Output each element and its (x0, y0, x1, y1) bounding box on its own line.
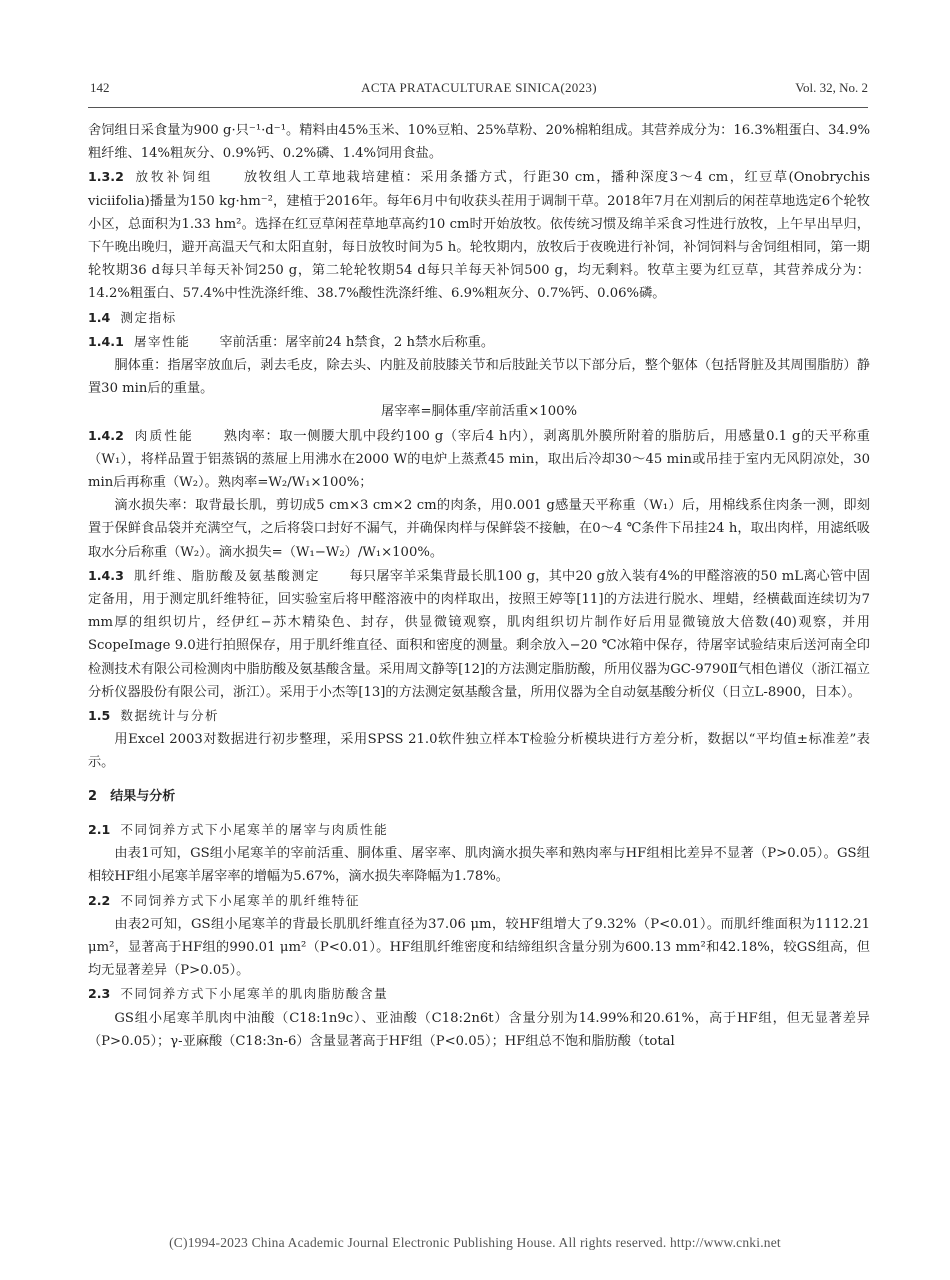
section-title: 测定指标 (120, 309, 177, 325)
section-title: 放牧补饲组 (133, 169, 214, 185)
section-title: 数据统计与分析 (120, 708, 220, 724)
section-1-4 (88, 306, 870, 330)
section-number: 1.4.2 (88, 427, 124, 443)
section-title: 不同饲养方式下小尾寒羊的肌肉脂肪酸含量 (120, 986, 389, 1002)
section-2-1 (88, 818, 870, 842)
section-title: 屠宰性能 (133, 333, 191, 349)
header-rule (88, 107, 868, 108)
section-number: 1.4 (88, 309, 111, 325)
section-1-4-1 (88, 330, 870, 354)
section-title: 肌纤维、脂肪酸及氨基酸测定 (133, 567, 321, 583)
paragraph-statistics: 用Excel 2003对数据进行初步整理，采用SPSS 21.0软件独立样本T检验分析模块进行方差分析，数据以“平均值±标准差”表示。 (88, 732, 870, 771)
section-title: 不同饲养方式下小尾寒羊的屠宰与肉质性能 (120, 821, 389, 837)
paragraph-results-2-2: 由表2可知，GS组小尾寒羊的背最长肌肌纤维直径为37.06 μm，较HF组增大了9.32%（P<0.01）。而肌纤维面积为1112.21 μm²，显著高于HF组的990.01 μm²（P<0.01）。HF组肌纤维密度和结缔组织含量分别为600.13 mm²和42.18%，较GS组高，但均无显著差异（P>0.05）。 (88, 916, 870, 979)
section-2-2 (88, 889, 870, 913)
section-1-5 (88, 704, 870, 728)
copyright-footer: (C)1994-2023 China Academic Journal Electronic Publishing House. All rights reserved. http://www.cnki.net (169, 1235, 781, 1250)
section-number: 1.3.2 (88, 169, 124, 185)
volume-issue: Vol. 32, No. 2 (795, 80, 868, 95)
section-2-3 (88, 982, 870, 1006)
section-body: 放牧组人工草地栽培建植：采用条播方式，行距30 cm，播种深度3～4 cm，红豆草(Onobrychis viciifolia)播量为150 kg·hm⁻²，建植于2016年。每年6月中旬收获头茬用于调制干草。2018年7月在刈割后的闲茬草地选定6个轮牧小区，总面积为1.33 hm²。选择在红豆草闲茬草地草高约10 cm时开始放牧。依传统习惯及绵羊采食习性进行放牧，上午早出早归，下午晚出晚归，避开高温天气和太阳直射，每日放牧时间为5 h。轮牧期内，放牧后于夜晚进行补饲，补饲饲料与舍饲组相同，第一期轮牧期36 d每只羊每天补饲250 g，第二轮轮牧期54 d每只羊每天补饲500 g，均无剩料。牧草主要为红豆草，其营养成分为：14.2%粗蛋白、57.4%中性洗涤纤维、38.7%酸性洗涤纤维、6.9%粗灰分、0.7%钙、0.06%磷。 (88, 170, 870, 302)
section-number: 2.2 (88, 892, 111, 908)
section-title: 结果与分析 (110, 788, 176, 804)
section-number: 2.3 (88, 986, 111, 1002)
section-1-3-2 (88, 165, 870, 305)
section-body: 熟肉率：取一侧腰大肌中段约100 g（宰后4 h内），剥离肌外膜所附着的脂肪后，用感量0.1 g的天平称重（W₁），将样品置于铝蒸锅的蒸屉上用沸水在2000 W的电炉上蒸煮45 min，取出后冷却30～45 min或吊挂于室内无风阴凉处，30 min后再称重（W₂）。熟肉率=W₂/W₁×100%； (88, 428, 870, 491)
section-body: 宰前活重：屠宰前24 h禁食，2 h禁水后称重。 (219, 334, 495, 350)
section-body: 每只屠宰羊采集背最长肌100 g，其中20 g放入装有4%的甲醛溶液的50 mL离心管中固定备用，用于测定肌纤维特征，回实验室后将甲醛溶液中的肉样取出，按照王婷等[11]的方法进行脱水、埋蜡，经横截面连续切为7 mm厚的组织切片，经伊红−苏木精染色、封存，供显微镜观察，肌肉组织切片制作好后用显微镜放大倍数(40)观察，并用ScopeImage 9.0进行拍照保存，用于肌纤维直径、面积和密度的测量。剩余放入−20 ℃冰箱中保存，待屠宰试验结束后送河南全印检测技术有限公司检测肉中脂肪酸及氨基酸含量。采用周文静等[12]的方法测定脂肪酸，所用仪器为GC-9790Ⅱ气相色谱仪（浙江福立分析仪器股份有限公司，浙江）。采用于小杰等[13]的方法测定氨基酸含量，所用仪器为全自动氨基酸分析仪（日立L-8900，日本）。 (88, 568, 871, 700)
spacer (88, 808, 870, 818)
section-1-4-3 (88, 564, 870, 704)
section-number: 1.5 (88, 708, 111, 724)
running-header (90, 80, 868, 102)
paragraph-drip-loss: 滴水损失率：取背最长肌，剪切成5 cm×3 cm×2 cm的肉条，用0.001 g感量天平称重（W₁）后，用棉线系住肉条一测，即刻置于保鲜食品袋并充满空气，之后将袋口封好不漏气，并确保肉样与保鲜袋不接触，在0～4 ℃条件下吊挂24 h，取出肉样，用滤纸吸取水分后称重（W₂）。滴水损失=（W₁−W₂）/W₁×100%。 (88, 498, 870, 560)
paragraph-results-2-3: GS组小尾寒羊肌肉中油酸（C18:1n9c）、亚油酸（C18:2n6t）含量分别为14.99%和20.61%，高于HF组，但无显著差异（P>0.05）；γ-亚麻酸（C18:3n-6）含量显著高于HF组（P<0.05）；HF组总不饱和脂肪酸（total (88, 1010, 870, 1049)
paragraph-concentrate: 舍饲组日采食量为900 g·只⁻¹·d⁻¹。精料由45%玉米、10%豆粕、25%草粉、20%棉粕组成。其营养成分为：16.3%粗蛋白、34.9%粗纤维、14%粗灰分、0.9%钙、0.2%磷、1.4%饲用食盐。 (88, 123, 870, 162)
section-number: 2 (88, 788, 98, 804)
section-title: 不同饲养方式下小尾寒羊的肌纤维特征 (120, 892, 360, 908)
section-title: 肉质性能 (133, 427, 194, 443)
paragraph-results-2-1: 由表1可知，GS组小尾寒羊的宰前活重、胴体重、屠宰率、肌肉滴水损失率和熟肉率与HF组相比差异不显著（P>0.05）。GS组相较HF组小尾寒羊屠宰率的增幅为5.67%，滴水损失率降幅为1.78%。 (88, 846, 870, 885)
section-number: 1.4.1 (88, 333, 124, 349)
article-body (88, 119, 870, 1053)
section-number: 1.4.3 (88, 567, 124, 583)
section-number: 2.1 (88, 821, 111, 837)
journal-name: ACTA PRATACULTURAE SINICA(2023) (361, 80, 597, 95)
page-number: 142 (90, 80, 110, 95)
section-1-4-2 (88, 424, 870, 495)
formula-dressing-percentage: 屠宰率=胴体重/宰前活重×100% (380, 404, 578, 420)
spacer (88, 775, 870, 785)
paragraph-carcass-weight: 胴体重：指屠宰放血后，剥去毛皮，除去头、内脏及前肢膝关节和后肢趾关节以下部分后，整个躯体（包括肾脏及其周围脂肪）静置30 min后的重量。 (88, 358, 870, 397)
section-2 (88, 785, 870, 808)
